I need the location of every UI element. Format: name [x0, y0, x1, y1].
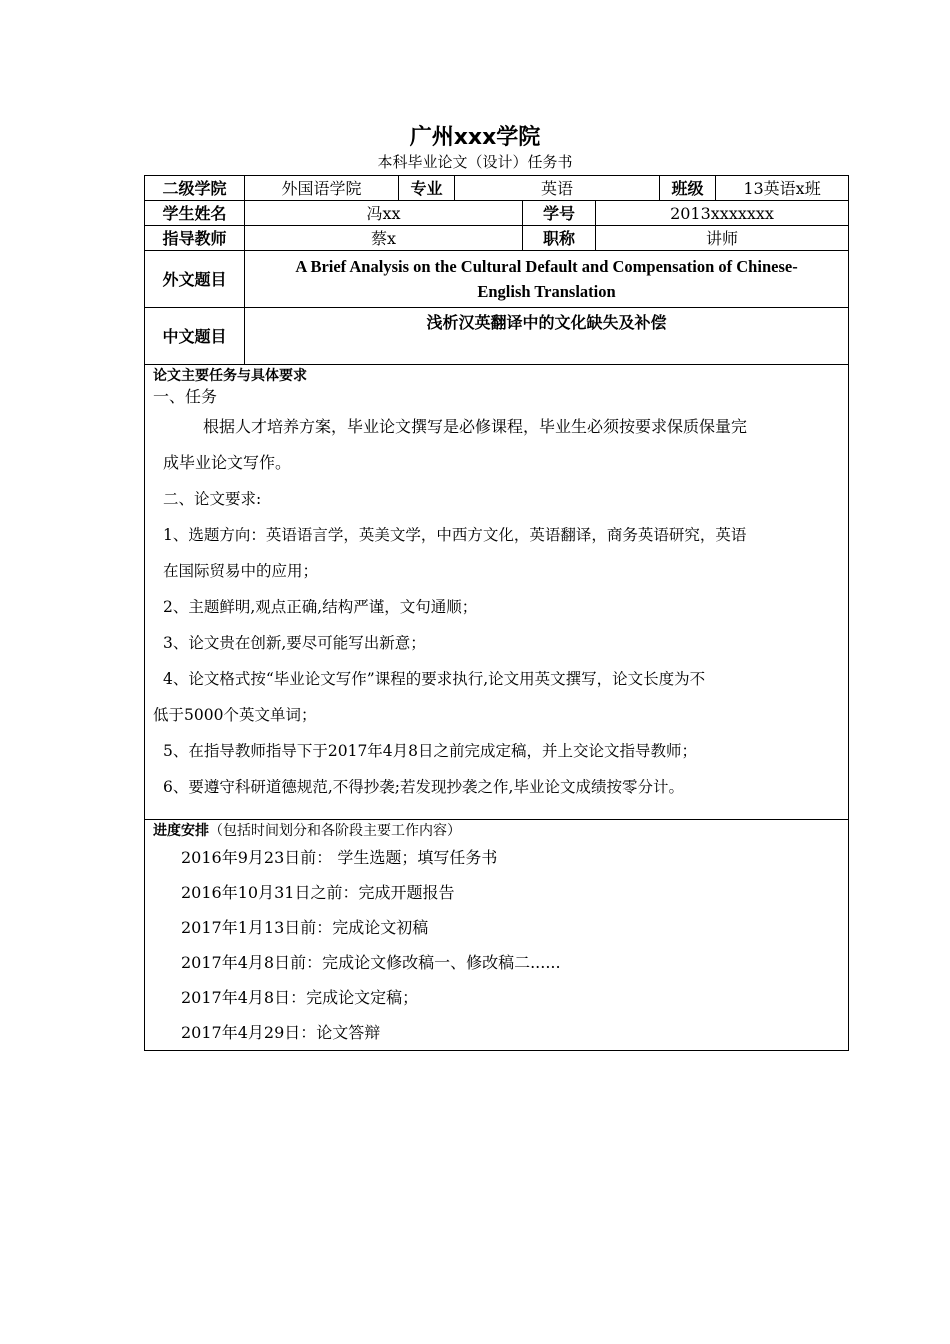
college-label: 二级学院 [145, 176, 245, 201]
class-label: 班级 [660, 176, 716, 201]
form-row-foreign-title [145, 251, 849, 308]
foreign-title-label: 外文题目 [145, 251, 245, 308]
form-row-student [145, 201, 849, 226]
major-label: 专业 [399, 176, 455, 201]
advisor-value: 蔡x [245, 226, 523, 251]
form-row-schedule [145, 820, 849, 1051]
rank-label: 职称 [523, 226, 596, 251]
document-title: 广州xxx学院 [409, 125, 541, 150]
chinese-title-label: 中文题目 [145, 308, 245, 365]
schedule-section [145, 820, 849, 1051]
task-form-table [144, 175, 849, 1051]
schedule-item: 2017年4月29日：论文答辩 [181, 1023, 381, 1042]
student-name-value: 冯xx [245, 201, 523, 226]
form-row-tasks [145, 365, 849, 820]
form-row-advisor [145, 226, 849, 251]
rank-value: 讲师 [596, 226, 849, 251]
schedule-heading-label: 进度安排 [153, 823, 209, 839]
schedule-heading [145, 820, 848, 840]
requirement-1-line2: 在国际贸易中的应用； [163, 562, 319, 580]
requirement-2: 2、主题鲜明,观点正确,结构严谨，文句通顺； [163, 598, 478, 616]
foreign-title-line2: English Translation [477, 282, 616, 301]
requirement-6: 6、要遵守科研道德规范,不得抄袭;若发现抄袭之作,毕业论文成绩按零分计。 [163, 778, 684, 796]
schedule-item: 2017年4月8日前：完成论文修改稿一、修改稿二...... [181, 953, 561, 972]
schedule-item: 2017年1月13日前：完成论文初稿 [181, 918, 429, 937]
form-row-college [145, 176, 849, 201]
schedule-heading-note: （包括时间划分和各阶段主要工作内容） [209, 823, 461, 839]
requirement-3: 3、论文贵在创新,要尽可能写出新意； [163, 634, 426, 652]
student-name-label: 学生姓名 [145, 201, 245, 226]
foreign-title-value [245, 252, 848, 306]
chinese-title-cell [245, 308, 849, 365]
requirement-4-line1: 4、论文格式按“毕业论文写作”课程的要求执行,论文用英文撰写，论文长度为不 [163, 670, 706, 688]
task-paragraph-line2: 成毕业论文写作。 [163, 453, 292, 472]
tasks-subheading-2: 二、论文要求: [163, 490, 262, 508]
student-id-value: 2013xxxxxxx [596, 201, 849, 226]
form-row-chinese-title [145, 308, 849, 365]
tasks-section [145, 365, 849, 820]
major-value: 英语 [455, 176, 660, 201]
tasks-subheading-1: 一、任务 [153, 387, 218, 406]
requirement-4-line2: 低于5000个英文单词； [153, 706, 317, 724]
tasks-heading: 论文主要任务与具体要求 [153, 368, 307, 384]
foreign-title-line1: A Brief Analysis on the Cultural Default and Compensation of Chinese- [295, 257, 798, 276]
schedule-item: 2016年9月23日前： 学生选题；填写任务书 [181, 848, 498, 867]
schedule-item: 2016年10月31日之前：完成开题报告 [181, 883, 455, 902]
task-paragraph-line1: 根据人才培养方案，毕业论文撰写是必修课程，毕业生必须按要求保质保量完 [203, 417, 748, 436]
student-id-label: 学号 [523, 201, 596, 226]
advisor-label: 指导教师 [145, 226, 245, 251]
chinese-title-value: 浅析汉英翻译中的文化缺失及补偿 [426, 313, 667, 332]
requirement-5: 5、在指导教师指导下于2017年4月8日之前完成定稿，并上交论文指导教师； [163, 742, 698, 760]
schedule-item: 2017年4月8日：完成论文定稿； [181, 988, 419, 1007]
college-value: 外国语学院 [245, 176, 399, 201]
class-value: 13英语x班 [716, 176, 849, 201]
document-subtitle: 本科毕业论文（设计）任务书 [377, 153, 573, 171]
requirement-1-line1: 1、选题方向：英语语言学，英美文学，中西方文化，英语翻译，商务英语研究，英语 [163, 526, 747, 544]
foreign-title-cell [245, 251, 849, 308]
